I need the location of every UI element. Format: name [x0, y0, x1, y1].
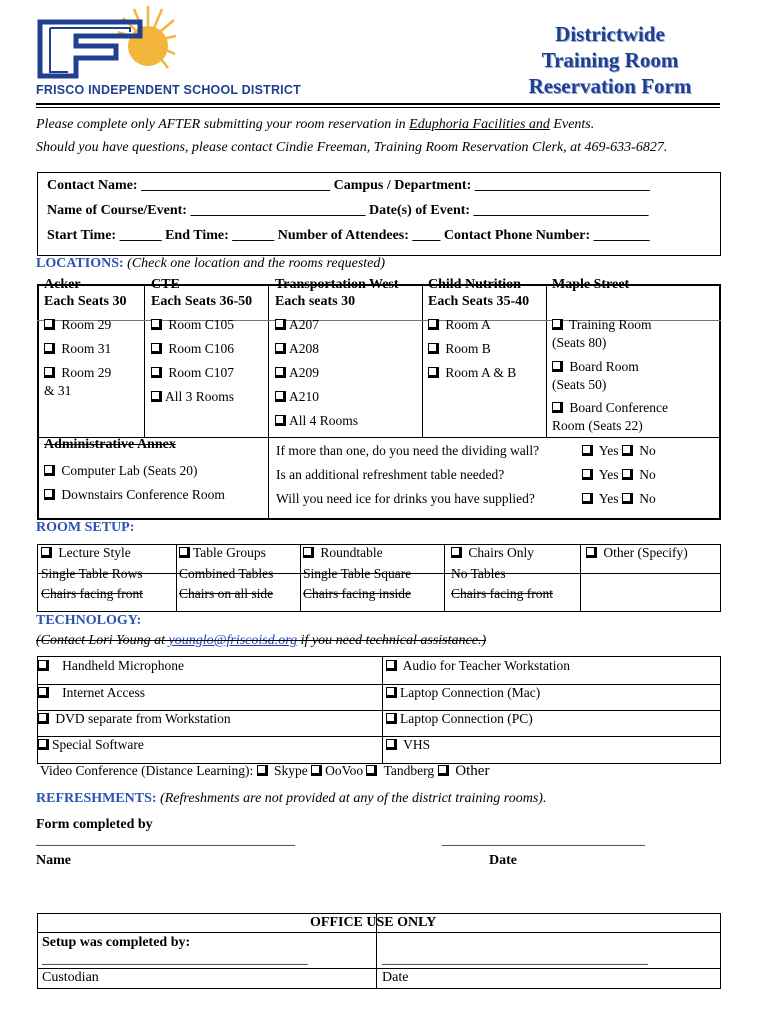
- locations-heading: LOCATIONS: (Check one location and the rooms requested): [36, 256, 386, 271]
- tech-handheld-microphone[interactable]: Handheld Microphone: [38, 658, 184, 674]
- refreshments-row: REFRESHMENTS: (Refreshments are not provided at any of the district training rooms).: [36, 791, 547, 806]
- child-header: Child Nutrition: [428, 277, 521, 292]
- video-conference-row: Video Conference (Distance Learning): Skype OoVoo Tandberg Other: [40, 763, 490, 779]
- setup-other[interactable]: Other (Specify): [586, 545, 688, 561]
- setup-roundtable[interactable]: Roundtable: [303, 545, 383, 561]
- custodian-line[interactable]: ______________________________________: [42, 952, 308, 967]
- cte-room-3[interactable]: Room C107: [151, 365, 234, 381]
- name-signature-line[interactable]: _____________________________________: [36, 833, 295, 848]
- technology-note: (Contact Lori Young at younglo@friscoisd.org if you need technical assistance.): [36, 633, 487, 648]
- transport-seats: Each seats 30: [275, 294, 356, 309]
- cte-room-1[interactable]: Room C105: [151, 317, 234, 333]
- acker-header: Acker: [44, 277, 81, 292]
- setup-table-groups[interactable]: Table Groups: [179, 545, 266, 561]
- acker-room-2[interactable]: Room 31: [44, 341, 111, 357]
- maple-board-room[interactable]: Board Room: [552, 359, 639, 375]
- acker-room-3-cont: & 31: [44, 383, 72, 398]
- form-completed-by-label: Form completed by: [36, 817, 153, 832]
- eduphoria-link[interactable]: Eduphoria Facilities and: [409, 117, 550, 132]
- child-seats: Each Seats 35-40: [428, 294, 530, 309]
- setup-lecture-style[interactable]: Lecture Style: [41, 545, 131, 561]
- setup-chairs-only[interactable]: Chairs Only: [451, 545, 534, 561]
- setup-roundtable-desc-2: Chairs facing inside: [303, 586, 411, 601]
- setup-roundtable-desc-1: Single Table Square: [303, 566, 412, 581]
- maple-training-seats: (Seats 80): [552, 335, 607, 350]
- transport-room-4[interactable]: A210: [275, 389, 319, 405]
- page-title: Districtwide Training Room Reservation Form: [528, 22, 692, 98]
- date-label: Date: [489, 853, 517, 868]
- contact-row-1[interactable]: Contact Name: ___________________________ Campus / Department: _________________________: [47, 178, 650, 193]
- admin-computer-lab[interactable]: Computer Lab (Seats 20): [44, 463, 197, 479]
- technology-heading: TECHNOLOGY:: [36, 613, 142, 628]
- room-setup-heading: ROOM SETUP:: [36, 520, 135, 535]
- cte-header: CTE: [151, 277, 180, 292]
- video-skype[interactable]: Skype: [257, 763, 308, 778]
- maple-board-seats: (Seats 50): [552, 377, 607, 392]
- district-name: FRISCO INDEPENDENT SCHOOL DISTRICT: [36, 83, 301, 97]
- admin-annex-header: Administrative Annex: [44, 437, 176, 452]
- video-oovoo[interactable]: OoVoo: [311, 763, 363, 778]
- transport-room-all[interactable]: All 4 Rooms: [275, 413, 358, 429]
- tech-vhs[interactable]: VHS: [386, 737, 430, 753]
- ice-yes-no[interactable]: Yes No: [582, 491, 656, 507]
- acker-seats: Each Seats 30: [44, 294, 127, 309]
- acker-room-3[interactable]: Room 29: [44, 365, 111, 381]
- tech-audio-workstation[interactable]: Audio for Teacher Workstation: [386, 658, 570, 674]
- maple-board-conference-seats: Room (Seats 22): [552, 418, 643, 433]
- office-date-line[interactable]: ______________________________________: [382, 952, 648, 967]
- cte-room-2[interactable]: Room C106: [151, 341, 234, 357]
- setup-table-groups-desc-1: Combined Tables: [179, 566, 274, 581]
- setup-chairs-only-desc-2: Chairs facing front: [451, 586, 553, 601]
- intro-line-2: Should you have questions, please contact Cindie Freeman, Training Room Reservation Clerk, at 469-633-6827.: [36, 140, 668, 155]
- transport-header: Transportation West: [275, 277, 399, 292]
- transport-room-2[interactable]: A208: [275, 341, 319, 357]
- tech-internet-access[interactable]: Internet Access: [38, 685, 145, 701]
- setup-table-groups-desc-2: Chairs on all side: [179, 586, 274, 601]
- date-signature-line[interactable]: _____________________________: [442, 833, 645, 848]
- child-room-a[interactable]: Room A: [428, 317, 491, 333]
- refreshment-table-yes-no[interactable]: Yes No: [582, 467, 656, 483]
- acker-room-1[interactable]: Room 29: [44, 317, 111, 333]
- question-ice: Will you need ice for drinks you have supplied?: [276, 491, 535, 506]
- setup-lecture-style-desc-1: Single Table Rows: [41, 566, 143, 581]
- admin-downstairs-conference[interactable]: Downstairs Conference Room: [44, 487, 225, 503]
- video-tandberg[interactable]: Tandberg: [366, 763, 434, 778]
- tech-dvd[interactable]: DVD separate from Workstation: [38, 711, 231, 727]
- dividing-wall-yes-no[interactable]: Yes No: [582, 443, 656, 459]
- tech-support-email[interactable]: younglo@friscoisd.org: [168, 633, 298, 648]
- intro-line-1: Please complete only AFTER submitting your room reservation in Eduphoria Facilities and Events.: [36, 117, 595, 132]
- contact-row-3[interactable]: Start Time: ______ End Time: ______ Number of Attendees: ____ Contact Phone Number: ________: [47, 228, 650, 243]
- tech-laptop-mac[interactable]: Laptop Connection (Mac): [386, 685, 540, 701]
- office-date-label: Date: [382, 970, 409, 985]
- setup-chairs-only-desc-1: No Tables: [451, 566, 506, 581]
- name-label: Name: [36, 853, 71, 868]
- setup-completed-by-label: Setup was completed by:: [42, 935, 191, 950]
- video-other[interactable]: Other: [438, 763, 490, 779]
- contact-row-2[interactable]: Name of Course/Event: _________________________ Date(s) of Event: _________________________: [47, 203, 649, 218]
- tech-laptop-pc[interactable]: Laptop Connection (PC): [386, 711, 533, 727]
- logo-mark: [36, 2, 176, 82]
- custodian-label: Custodian: [42, 970, 99, 985]
- maple-training-room[interactable]: Training Room: [552, 317, 652, 333]
- question-refreshment-table: Is an additional refreshment table needed?: [276, 467, 505, 482]
- maple-board-conference[interactable]: Board Conference: [552, 400, 668, 416]
- maple-header: Maple Street: [552, 277, 630, 292]
- transport-room-1[interactable]: A207: [275, 317, 319, 333]
- child-room-ab[interactable]: Room A & B: [428, 365, 516, 381]
- cte-seats: Each Seats 36-50: [151, 294, 253, 309]
- cte-room-all[interactable]: All 3 Rooms: [151, 389, 234, 405]
- office-use-title: OFFICE USE ONLY: [310, 915, 437, 930]
- transport-room-3[interactable]: A209: [275, 365, 319, 381]
- setup-lecture-style-desc-2: Chairs facing front: [41, 586, 143, 601]
- child-room-b[interactable]: Room B: [428, 341, 491, 357]
- question-dividing-wall: If more than one, do you need the dividing wall?: [276, 443, 540, 458]
- tech-special-software[interactable]: Special Software: [38, 737, 144, 753]
